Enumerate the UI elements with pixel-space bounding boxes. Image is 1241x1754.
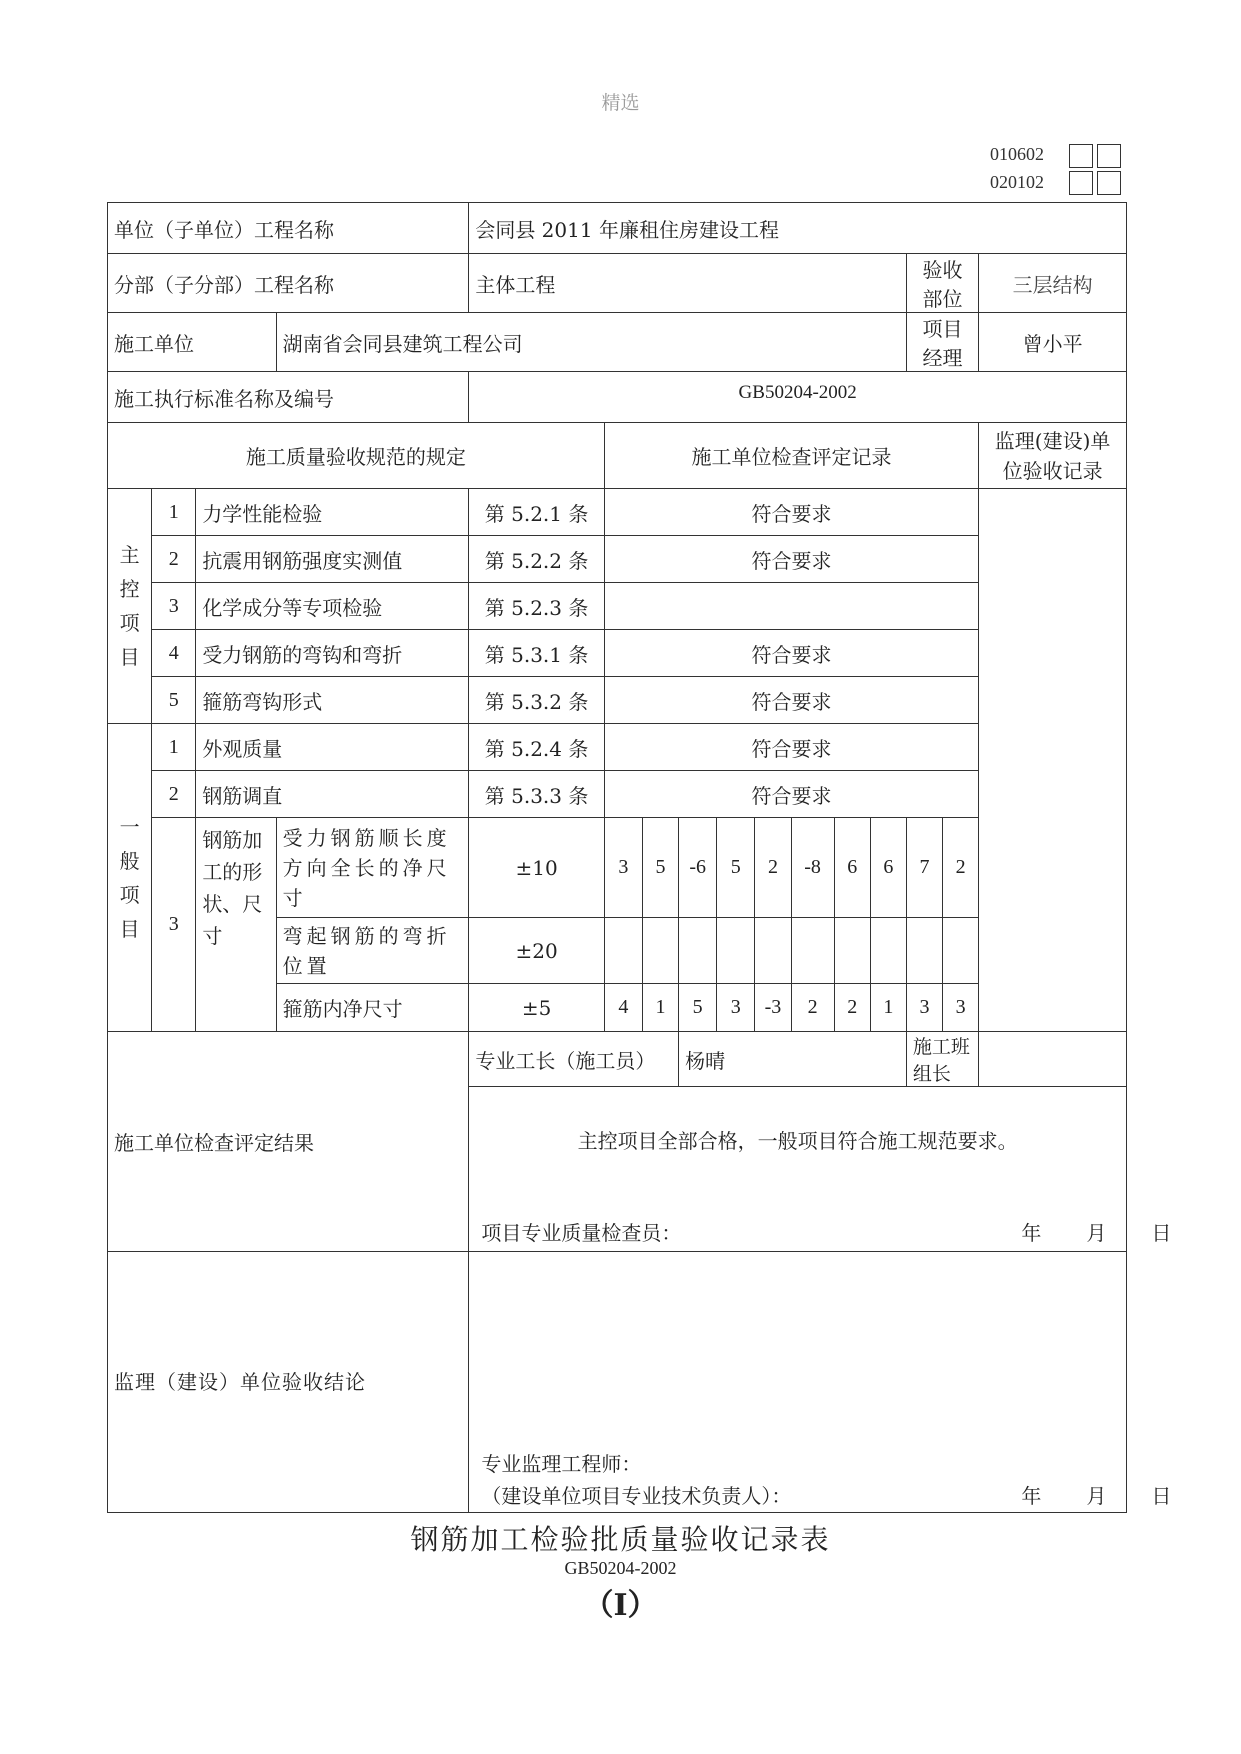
contractor-conclusion: 主控项目全部合格，一般项目符合施工规范要求。 [577, 1129, 1018, 1153]
item-result[interactable]: 符合要求 [604, 536, 978, 583]
item-no: 4 [152, 630, 196, 677]
tolerance: ±20 [469, 918, 605, 984]
date-year: 年 [1021, 1221, 1042, 1245]
group-char: 目 [119, 916, 140, 941]
date-day: 日 [1151, 1484, 1172, 1508]
group-char: 一 [119, 814, 140, 839]
team-leader-label: 施工班组长 [906, 1032, 978, 1087]
supervising-engineer-label: 专业监理工程师： [481, 1452, 642, 1476]
item-name: 化学成分等专项检验 [196, 583, 469, 630]
standard-label: 施工执行标准名称及编号 [108, 372, 469, 423]
contractor-value[interactable]: 湖南省会同县建筑工程公司 [276, 313, 906, 372]
contractor-date [1021, 1217, 1171, 1246]
item-name: 受力钢筋的弯钩和弯折 [196, 630, 469, 677]
check-record-column-header: 施工单位检查评定记录 [604, 423, 978, 489]
general-item-row [108, 724, 1127, 771]
form-volume: （Ⅰ） [583, 1588, 658, 1623]
date-year: 年 [1021, 1484, 1042, 1508]
acceptance-record-table [107, 202, 1172, 1513]
item-no: 2 [152, 771, 196, 818]
sub-item-name: 受力钢筋顺长度方向全长的净尺寸 [276, 818, 469, 918]
subdivision-label: 分部（子分部）工程名称 [108, 254, 469, 313]
measured-value[interactable]: 7 [906, 818, 942, 918]
measured-value[interactable]: -6 [679, 818, 717, 918]
measured-value[interactable]: 2 [755, 818, 791, 918]
contractor-conclusion-cell[interactable] [469, 1087, 1172, 1252]
measured-value[interactable]: 4 [604, 984, 642, 1032]
item-no: 1 [152, 724, 196, 771]
item-name: 钢筋调直 [196, 771, 469, 818]
measured-value[interactable]: 1 [642, 984, 678, 1032]
contractor-label: 施工单位 [108, 313, 277, 372]
item-result[interactable]: 符合要求 [604, 677, 978, 724]
group-char: 般 [119, 848, 140, 873]
measured-value[interactable]: 3 [906, 984, 942, 1032]
foreman-value[interactable]: 杨晴 [679, 1032, 907, 1087]
owner-representative-label: （建设单位项目专业技术负责人）： [481, 1484, 792, 1508]
supervision-result-label: 监理（建设）单位验收结论 [108, 1252, 469, 1513]
measured-value[interactable]: 2 [943, 818, 979, 918]
form-code-2 [990, 172, 1044, 193]
item-name: 箍筋弯钩形式 [196, 677, 469, 724]
item-result[interactable]: 符合要求 [604, 489, 978, 536]
measured-value[interactable]: 2 [791, 984, 834, 1032]
item-no: 5 [152, 677, 196, 724]
supervision-date [1021, 1480, 1171, 1509]
main-item-row [108, 583, 1127, 630]
measured-value[interactable]: 3 [604, 818, 642, 918]
project-value[interactable]: 会同县 2011 年廉租住房建设工程 [469, 203, 1127, 254]
watermark: 精选 [601, 92, 640, 114]
tolerance: ±5 [469, 984, 605, 1032]
supervision-conclusion-cell[interactable] [469, 1252, 1172, 1513]
standard-value[interactable]: GB50204-2002 [469, 372, 1127, 423]
measured-value[interactable] [834, 918, 870, 984]
form-standard: GB50204-2002 [564, 1558, 677, 1578]
date-day: 日 [1151, 1221, 1172, 1245]
item-result[interactable] [604, 583, 978, 630]
measured-value[interactable] [791, 918, 834, 984]
inspector-label: 项目专业质量检查员： [481, 1221, 682, 1245]
subdivision-value[interactable]: 主体工程 [469, 254, 907, 313]
measured-value[interactable] [604, 918, 642, 984]
code-box-1a[interactable] [1069, 144, 1093, 168]
group-char: 项 [119, 611, 140, 635]
sub-item-name: 弯起钢筋的弯折位置 [276, 918, 469, 984]
team-leader-value[interactable] [979, 1032, 1127, 1087]
item-clause: 第 5.3.2 条 [469, 677, 605, 724]
form-title: 钢筋加工检验批质量验收记录表 [410, 1523, 831, 1556]
item-no: 3 [152, 818, 196, 1032]
item-clause: 第 5.2.3 条 [469, 583, 605, 630]
item-clause: 第 5.2.4 条 [469, 724, 605, 771]
item-name: 外观质量 [196, 724, 469, 771]
contractor-result-label: 施工单位检查评定结果 [108, 1032, 469, 1252]
measured-value[interactable]: 3 [943, 984, 979, 1032]
general-item-row [108, 771, 1127, 818]
spec-column-header: 施工质量验收规范的规定 [108, 423, 605, 489]
measured-value[interactable]: 5 [642, 818, 678, 918]
form-code-1-text: 010602 [990, 144, 1044, 164]
item-no: 2 [152, 536, 196, 583]
code-box-2b[interactable] [1097, 171, 1121, 195]
supervision-record-cell[interactable] [979, 489, 1127, 1032]
item-result[interactable]: 符合要求 [604, 771, 978, 818]
measured-value[interactable]: 5 [717, 818, 755, 918]
group-char: 主 [119, 543, 140, 567]
item-result[interactable]: 符合要求 [604, 630, 978, 677]
measured-value[interactable] [755, 918, 791, 984]
date-month: 月 [1086, 1221, 1107, 1245]
item-no: 3 [152, 583, 196, 630]
measured-value[interactable] [906, 918, 942, 984]
tolerance: ±10 [469, 818, 605, 918]
acceptance-part-label: 验收部位 [906, 254, 978, 313]
item-name: 抗震用钢筋强度实测值 [196, 536, 469, 583]
main-item-row [108, 677, 1127, 724]
item3-name: 钢筋加工的形状、尺寸 [196, 818, 276, 1032]
supervision-conclusion-row [108, 1252, 1127, 1513]
item-result[interactable]: 符合要求 [604, 724, 978, 771]
measured-value[interactable]: -3 [755, 984, 791, 1032]
sub-item-name: 箍筋内净尺寸 [276, 984, 469, 1032]
manager-value[interactable]: 曾小平 [979, 313, 1127, 372]
main-item-row [108, 489, 1127, 536]
item-clause: 第 5.3.1 条 [469, 630, 605, 677]
item-no: 1 [152, 489, 196, 536]
measured-value[interactable]: 3 [717, 984, 755, 1032]
code-box-2a[interactable] [1069, 171, 1093, 195]
item-name: 力学性能检验 [196, 489, 469, 536]
form-code-1 [990, 144, 1044, 165]
project-label: 单位（子单位）工程名称 [108, 203, 469, 254]
item-clause: 第 5.2.1 条 [469, 489, 605, 536]
group-char: 控 [119, 577, 140, 601]
item-clause: 第 5.2.2 条 [469, 536, 605, 583]
manager-label: 项目经理 [906, 313, 978, 372]
date-month: 月 [1086, 1484, 1107, 1508]
acceptance-part-value[interactable]: 三层结构 [979, 254, 1127, 313]
foreman-label: 专业工长（施工员） [469, 1032, 679, 1087]
measured-value[interactable] [870, 918, 906, 984]
main-items-group-label [108, 489, 152, 724]
group-char: 目 [119, 645, 140, 669]
main-item-row [108, 630, 1127, 677]
item-clause: 第 5.3.3 条 [469, 771, 605, 818]
measured-value[interactable]: 6 [870, 818, 906, 918]
group-char: 项 [119, 882, 140, 907]
measured-value[interactable] [642, 918, 678, 984]
measured-value[interactable] [679, 918, 717, 984]
measured-value[interactable]: 1 [870, 984, 906, 1032]
measured-value[interactable] [943, 918, 979, 984]
general-items-group-label [108, 724, 152, 1032]
measured-value[interactable]: -8 [791, 818, 834, 918]
measured-value[interactable]: 5 [679, 984, 717, 1032]
supervision-column-header: 监理(建设)单位验收记录 [979, 423, 1127, 489]
form-code-2-text: 020102 [990, 172, 1044, 192]
measured-value[interactable]: 2 [834, 984, 870, 1032]
measured-value[interactable]: 6 [834, 818, 870, 918]
measurement-row [108, 818, 1127, 918]
measured-value[interactable] [717, 918, 755, 984]
main-item-row [108, 536, 1127, 583]
code-box-1b[interactable] [1097, 144, 1121, 168]
contractor-signature-row [108, 1032, 1127, 1087]
